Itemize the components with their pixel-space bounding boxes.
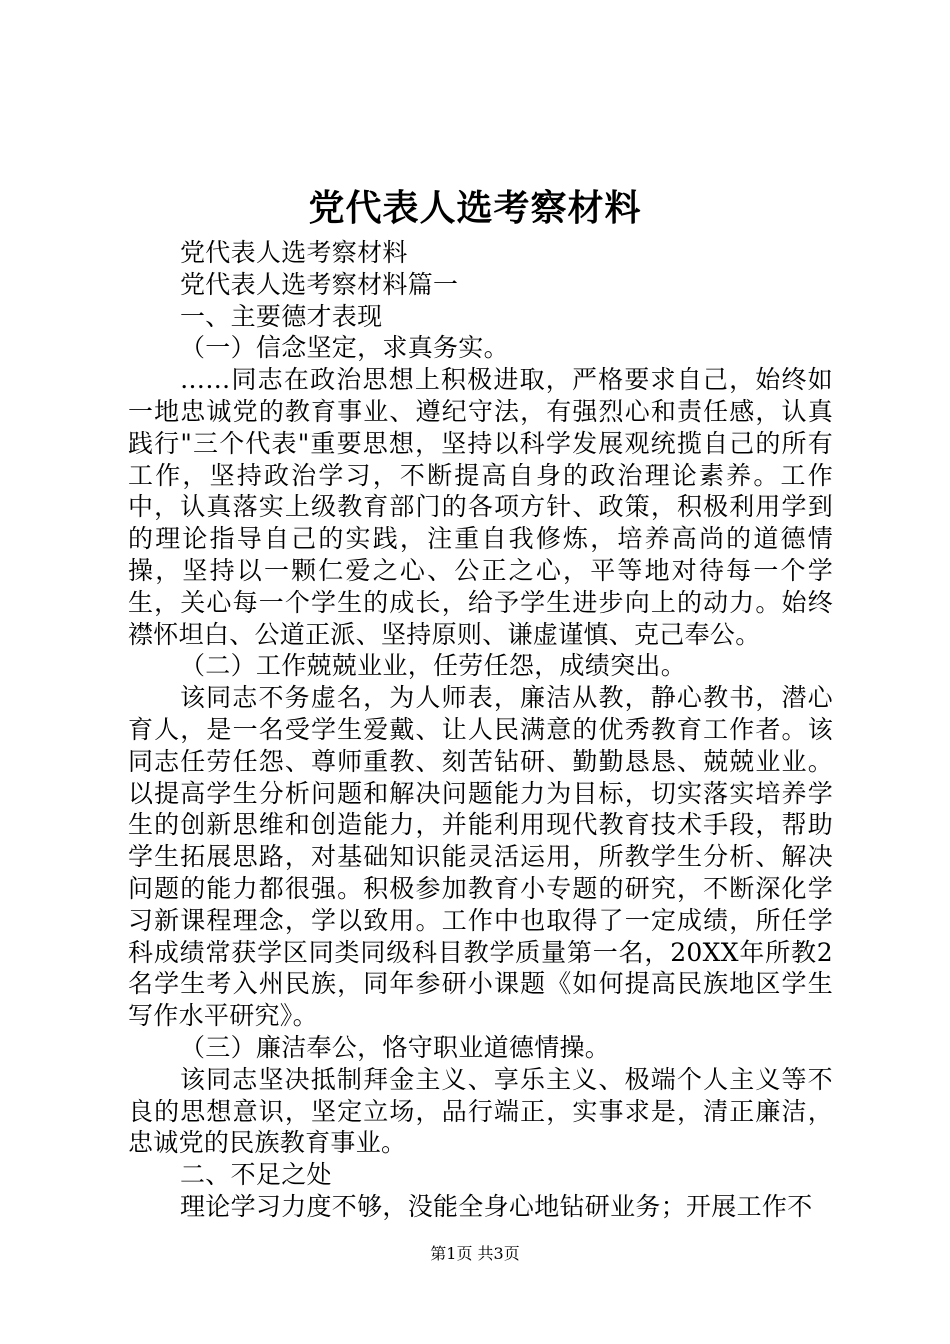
subsection-heading-1: （一）信念坚定，求真务实。	[180, 333, 509, 363]
paragraph-body-4: 理论学习力度不够，没能全身心地钻研业务；开展工作不	[180, 1191, 813, 1221]
document-body	[128, 237, 833, 1223]
document-title: 党代表人选考察材料	[308, 187, 642, 229]
page-number-footer: 第1页 共3页	[430, 1244, 520, 1263]
paragraph-body-1: ……同志在政治思想上积极进取，严格要求自己，始终如一地忠诚党的教育事业、遵纪守法，有强烈心和责任感，认真践行"三个代表"重要思想，坚持以科学发展观统揽自己的所有工作，坚持政治学习，不断提高自身的政治理论素养。工作中，认真落实上级教育部门的各项方针、政策，积极利用学到的理论指导自己的实践，注重自我修炼，培养高尚的道德情操，坚持以一颗仁爱之心、公正之心，平等地对待每一个学生，关心每一个学生的成长，给予学生进步向上的动力。始终襟怀坦白、公道正派、坚持原则、谦虚谨慎、克己奉公。	[128, 365, 833, 649]
paragraph-doc-heading: 党代表人选考察材料	[180, 238, 408, 267]
section-heading-shortcomings: 二、不足之处	[180, 1160, 332, 1190]
paragraph-part-heading: 党代表人选考察材料篇一	[180, 269, 459, 299]
subsection-heading-2: （二）工作兢兢业业，任劳任怨，成绩突出。	[180, 651, 687, 681]
paragraph-body-2: 该同志不务虚名，为人师表，廉洁从教，静心教书，潜心育人，是一名受学生爱戴、让人民满意的优秀教育工作者。该同志任劳任怨、尊师重教、刻苦钻研、勤勤恳恳、兢兢业业。以提高学生分析问题和解决问题能力为目标，切实落实培养学生的创新思维和创造能力，并能利用现代教育技术手段，帮助学生拓展思路，对基础知识能灵活运用，所教学生分析、解决问题的能力都很强。积极参加教育小专题的研究，不断深化学习新课程理念，学以致用。工作中也取得了一定成绩，所任学科成绩常获学区同类同级科目教学质量第一名，20XX年所教2名学生考入州民族，同年参研小课题《如何提高民族地区学生写作水平研究》。	[128, 683, 833, 1031]
subsection-heading-3: （三）廉洁奉公，恪守职业道德情操。	[180, 1032, 611, 1062]
paragraph-body-3: 该同志坚决抵制拜金主义、享乐主义、极端个人主义等不良的思想意识，坚定立场，品行端正，实事求是，清正廉洁，忠诚党的民族教育事业。	[128, 1064, 833, 1158]
section-heading-main-performance: 一、主要德才表现	[180, 301, 383, 331]
